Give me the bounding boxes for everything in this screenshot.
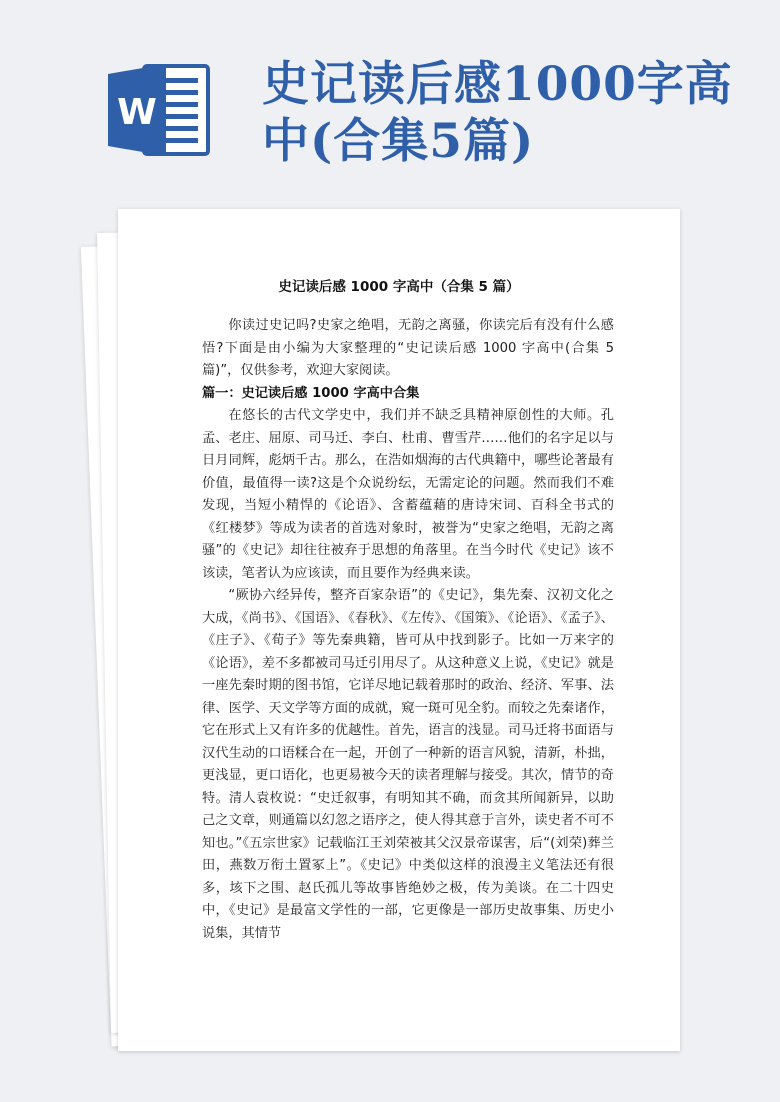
intro-paragraph: 你读过史记吗?史家之绝唱，无韵之离骚，你读完后有没有什么感悟?下面是由小编为大家整理的“史记读后感 1000 字高中(合集 5 篇)”，仅供参考，欢迎大家阅读。 [202,318,614,378]
document-title: 史记读后感 1000 字高中（合集 5 篇） [278,279,520,295]
body-paragraph: 在悠长的古代文学史中，我们并不缺乏具精神原创性的大师。孔孟、老庄、屈原、司马迁、李白、杜甫、曹雪芹……他们的名字足以与日月同辉，彪炳千古。那么，在浩如烟海的古代典籍中，哪些论著最有价值，最值得一读?这是个众说纷纭，无需定论的问题。然而我们不难发现，当短小精悍的《论语》、含蓄蕴藉的唐诗宋词、百科全书式的《红楼梦》等成为读者的首选对象时，被誉为“史家之绝唱，无韵之离骚”的《史记》却往往被弃于思想的角落里。在当今时代《史记》该不该读，笔者认为应该读，而且要作为经典来读。 [202,408,614,581]
section-heading: 篇一：史记读后感 1000 字高中合集 [202,385,420,401]
svg-text:W: W [117,92,157,133]
document-body [202,315,614,945]
body-paragraph: “厥协六经异传，整齐百家杂语”的《史记》，集先秦、汉初文化之大成，《尚书》、《国语》、《春秋》、《左传》、《国策》、《论语》、《孟子》、《庄子》、《荀子》等先秦典籍，皆可从中找到影子。比如一万来字的《论语》，差不多都被司马迁引用尽了。从这种意义上说，《史记》就是一座先秦时期的图书馆，它详尽地记载着那时的政治、经济、军事、法律、医学、天文学等方面的成就，窥一斑可见全豹。而较之先秦诸作，它在形式上又有许多的优越性。首先，语言的浅显。司马迁将书面语与汉代生动的口语糅合在一起，开创了一种新的语言风貌，清新，朴拙，更浅显，更口语化，也更易被今天的读者理解与接受。其次，情节的奇特。清人袁枚说：“史迁叙事，有明知其不确，而贪其所闻新异，以助己之文章，则通篇以幻忽之语序之，使人得其意于言外，读史者不可不知也。”《五宗世家》记载临江王刘荣被其父汉景帝谋害，后“(刘荣)葬兰田，燕数万衔土置冢上”。《史记》中类似这样的浪漫主义笔法还有很多，垓下之围、赵氏孤儿等故事皆绝妙之极，传为美谈。在二十四史中，《史记》是最富文学性的一部，它更像是一部历史故事集、历史小说集，其情节 [202,588,614,941]
document-page [118,209,680,1051]
word-document-icon [108,64,212,156]
page-title: 史记读后感1000字高中(合集5篇) [262,57,733,169]
